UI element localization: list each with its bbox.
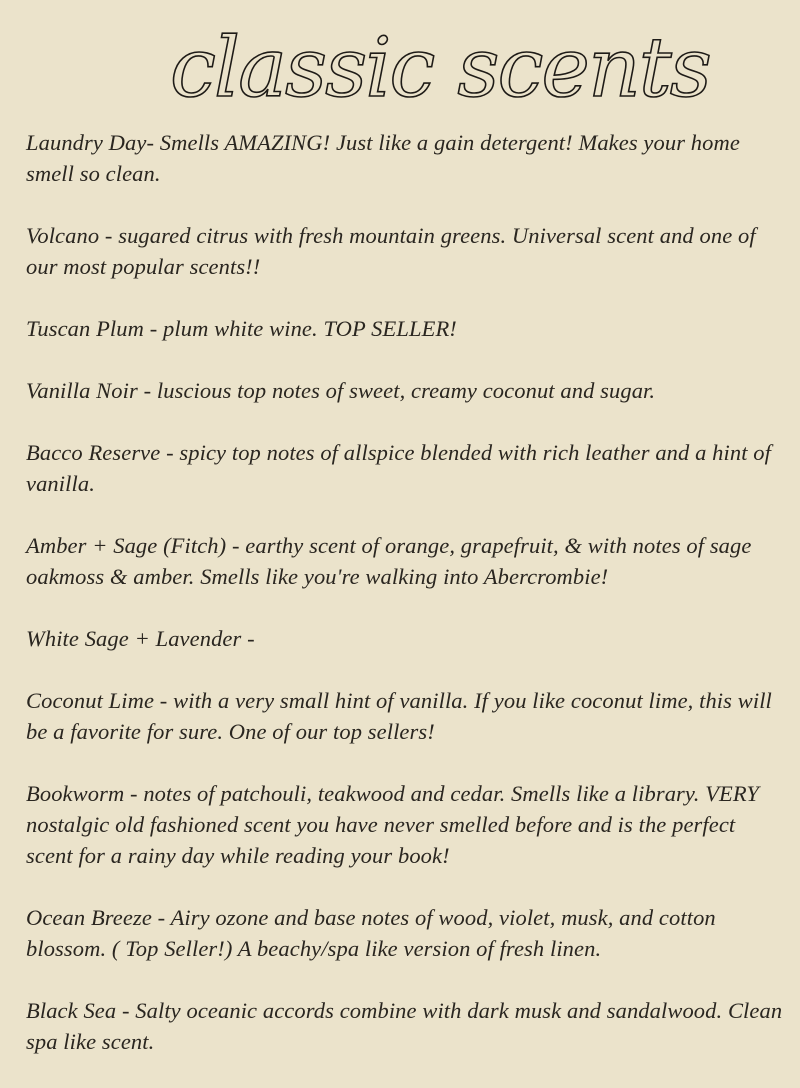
scent-item-bookworm: Bookworm - notes of patchouli, teakwood and cedar. Smells like a library. VERY nostalgic old fashioned scent you have never smelled before and is the perfect scent for a rainy day while reading your book! <box>26 781 759 868</box>
scent-item-volcano: Volcano - sugared citrus with fresh mountain greens. Universal scent and one of our most popular scents!! <box>26 223 756 279</box>
title-text: classic scents <box>170 21 710 116</box>
scent-item-amber-sage: Amber + Sage (Fitch) - earthy scent of orange, grapefruit, & with notes of sage oakmoss & amber. Smells like you're walking into Abercrombie! <box>26 533 752 589</box>
scent-item-laundry-day: Laundry Day- Smells AMAZING! Just like a gain detergent! Makes your home smell so clean. <box>26 130 740 186</box>
scent-item-bacco-reserve: Bacco Reserve - spicy top notes of allspice blended with rich leather and a hint of vanilla. <box>26 440 772 496</box>
title-script <box>160 0 710 128</box>
scent-item-black-sea: Black Sea - Salty oceanic accords combine with dark musk and sandalwood. Clean spa like scent. <box>26 998 783 1054</box>
scent-item-tuscan-plum: Tuscan Plum - plum white wine. TOP SELLER! <box>26 316 457 341</box>
scent-item-vanilla-noir: Vanilla Noir - luscious top notes of sweet, creamy coconut and sugar. <box>26 378 656 403</box>
scent-item-white-sage-lavender: White Sage + Lavender - <box>26 626 255 651</box>
scent-item-ocean-breeze: Ocean Breeze - Airy ozone and base notes of wood, violet, musk, and cotton blossom. ( Top Seller!) A beachy/spa like version of fresh linen. <box>26 905 716 961</box>
scent-item-coconut-lime: Coconut Lime - with a very small hint of vanilla. If you like coconut lime, this will be a favorite for sure. One of our top sellers! <box>26 688 772 744</box>
page-title <box>160 0 710 128</box>
scent-list <box>26 127 786 1088</box>
